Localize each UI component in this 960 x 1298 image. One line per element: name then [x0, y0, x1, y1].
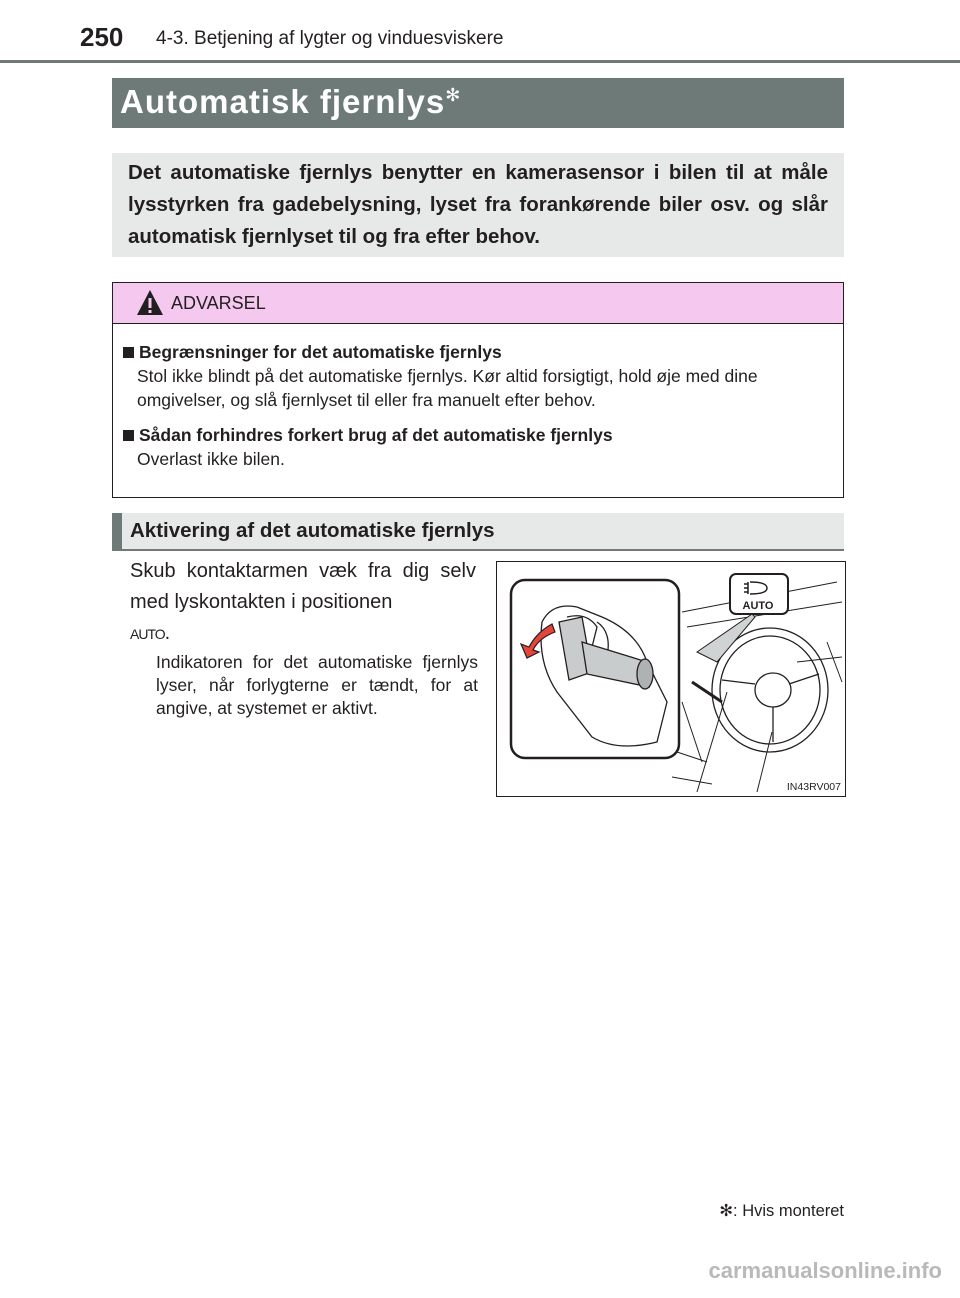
page-number: 250 [80, 22, 124, 52]
auto-position-label: AUTO [130, 626, 165, 642]
title-bar [112, 78, 844, 128]
intro-box [112, 153, 844, 257]
warning-item-body: Overlast ikke bilen. [137, 449, 285, 469]
subsection-bar [112, 513, 844, 551]
intro-text: Det automatiske fjernlys benytter en kamerasensor i bilen til at måle lysstyrken fra gadebelysning, lyset fra forankørende biler osv. og slår automatisk fjernlyset til og fra efter behov. [128, 161, 828, 248]
watermark-text: carmanualsonline.info [708, 1258, 942, 1283]
footnote-text: : Hvis monteret [733, 1202, 844, 1220]
subsection-stripe [112, 513, 122, 549]
optional-marker: ✻ [445, 85, 462, 105]
square-bullet-icon [123, 347, 134, 358]
indicator-note: Indikatoren for det automatiske fjernlys lyser, når forlygterne er tændt, for at angive, at systemet er aktivt. [156, 652, 478, 718]
warning-box [112, 282, 844, 498]
page-title [120, 83, 461, 121]
warning-label: ADVARSEL [171, 293, 266, 313]
warning-header [113, 283, 843, 324]
footnote-marker: ✻ [719, 1202, 734, 1220]
section-title: 4-3. Betjening af lygter og vinduesviskere [156, 28, 504, 49]
page-title-text: Automatisk fjernlys [120, 83, 446, 120]
step-instruction [130, 556, 476, 650]
figure-code: IN43RV007 [786, 781, 841, 793]
warning-item-heading: Begrænsninger for det automatiske fjernlys [139, 342, 502, 362]
step-text: Skub kontaktarmen væk fra dig selv med lyskontakten i positionen [130, 560, 476, 613]
step-end: . [164, 622, 171, 644]
square-bullet-icon [123, 430, 134, 441]
footnote [719, 1201, 844, 1221]
warning-item-heading: Sådan forhindres forkert brug af det automatiske fjernlys [139, 425, 613, 445]
warning-item [123, 340, 833, 412]
warning-item-body: Stol ikke blindt på det automatiske fjernlys. Kør altid forsigtigt, hold øje med dine omgivelser, og slå fjernlyset til eller fra manuelt efter behov. [137, 366, 758, 410]
illustration [496, 561, 846, 797]
header-rule [0, 60, 960, 63]
steering-lever-illustration [497, 562, 845, 796]
callout-auto-label: AUTO [742, 600, 774, 612]
subsection-title: Aktivering af det automatiske fjernlys [130, 519, 495, 542]
warning-icon [135, 288, 165, 318]
warning-item [123, 423, 833, 471]
